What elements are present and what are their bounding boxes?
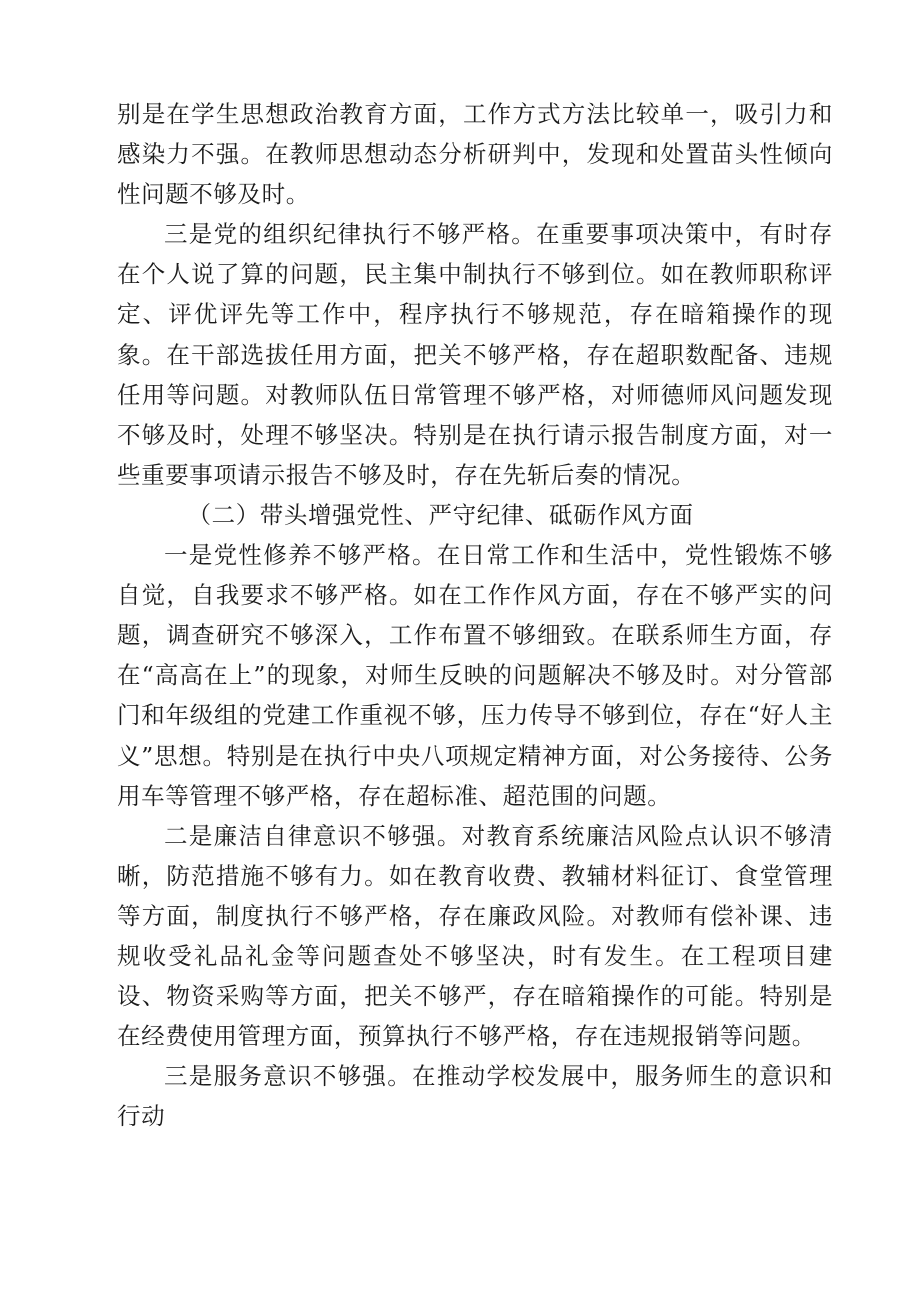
- paragraph-service-awareness: 三是服务意识不够强。在推动学校发展中，服务师生的意识和行动: [117, 1062, 833, 1131]
- paragraph-integrity-self-discipline: 二是廉洁自律意识不够强。对教育系统廉洁风险点认识不够清晰，防范措施不够有力。如在教育收费、教辅材料征订、食堂管理等方面，制度执行不够严格，存在廉政风险。对教师有偿补课、违规收受礼品礼金等问题查处不够坚决，时有发生。在工程项目建设、物资采购等方面，把关不够严，存在暗箱操作的可能。特别是在经费使用管理方面，预算执行不够严格，存在违规报销等问题。: [117, 821, 833, 1051]
- paragraph-organizational-discipline: 三是党的组织纪律执行不够严格。在重要事项决策中，有时存在个人说了算的问题，民主集中制执行不够到位。如在教师职称评定、评优评先等工作中，程序执行不够规范，存在暗箱操作的现象。在干部选拔任用方面，把关不够严格，存在超职数配备、违规任用等问题。对教师队伍日常管理不够严格，对师德师风问题发现不够及时，处理不够坚决。特别是在执行请示报告制度方面，对一些重要事项请示报告不够及时，存在先斩后奏的情况。: [117, 220, 833, 489]
- paragraph-party-cultivation: 一是党性修养不够严格。在日常工作和生活中，党性锻炼不够自觉，自我要求不够严格。如在工作作风方面，存在不够严实的问题，调查研究不够深入，工作布置不够细致。在联系师生方面，存在“高高在上”的现象，对师生反映的问题解决不够及时。对分管部门和年级组的党建工作重视不够，压力传导不够到位，存在“好人主义”思想。特别是在执行中央八项规定精神方面，对公务接待、公务用车等管理不够严格，存在超标准、超范围的问题。: [117, 541, 833, 810]
- paragraph-continuation: 别是在学生思想政治教育方面，工作方式方法比较单一，吸引力和感染力不强。在教师思想动态分析研判中，发现和处置苗头性倾向性问题不够及时。: [117, 100, 833, 209]
- section-heading: （二）带头增强党性、严守纪律、砥砺作风方面: [187, 500, 694, 529]
- document-page: [117, 94, 833, 1136]
